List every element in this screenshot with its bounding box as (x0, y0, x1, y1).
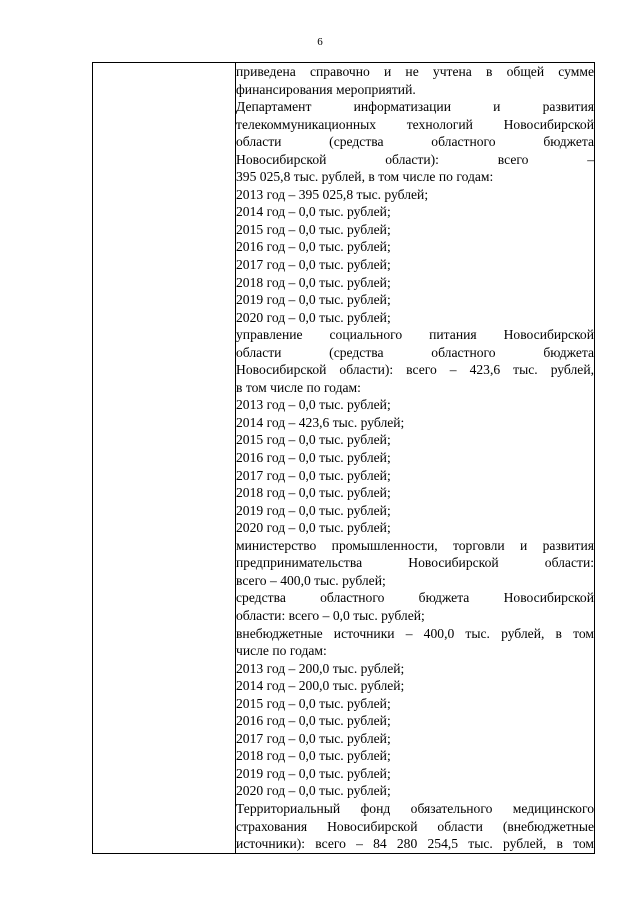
table-cell-content (236, 63, 595, 854)
text-line: средства областного бюджета Новосибирской (236, 590, 594, 606)
text-line: Территориальный фонд обязательного медицинского (236, 800, 594, 816)
text-line: 2019 год – 0,0 тыс. рублей; (236, 502, 391, 518)
text-line: 2019 год – 0,0 тыс. рублей; (236, 765, 391, 781)
text-line: 2020 год – 0,0 тыс. рублей; (236, 520, 391, 536)
text-line: министерство промышленности, торговли и развития (236, 537, 594, 553)
text-line: 395 025,8 тыс. рублей, в том числе по годам: (236, 169, 494, 185)
text-line: 2018 год – 0,0 тыс. рублей; (236, 748, 391, 764)
text-line: 2019 год – 0,0 тыс. рублей; (236, 292, 391, 308)
table-row (93, 63, 595, 854)
text-line: Департамент информатизации и развития (236, 99, 594, 115)
text-line: в том числе по годам: (236, 379, 361, 395)
text-line: Новосибирской области): всего – 423,6 тыс. рублей, (236, 362, 594, 378)
text-line: 2013 год – 395 025,8 тыс. рублей; (236, 186, 429, 202)
text-line: Новосибирской области): всего – (236, 151, 594, 167)
text-line: 2020 год – 0,0 тыс. рублей; (236, 783, 391, 799)
text-line: финансирования мероприятий. (236, 81, 416, 97)
text-line: 2018 год – 0,0 тыс. рублей; (236, 485, 391, 501)
text-line: 2017 год – 0,0 тыс. рублей; (236, 467, 391, 483)
text-line: всего – 400,0 тыс. рублей; (236, 572, 386, 588)
text-line: управление социального питания Новосибирской (236, 327, 594, 343)
text-line: 2016 год – 0,0 тыс. рублей; (236, 713, 391, 729)
text-line: 2016 год – 0,0 тыс. рублей; (236, 239, 391, 255)
text-line: 2013 год – 200,0 тыс. рублей; (236, 660, 405, 676)
funding-text (236, 63, 594, 853)
text-line: 2017 год – 0,0 тыс. рублей; (236, 730, 391, 746)
text-line: области: всего – 0,0 тыс. рублей; (236, 607, 425, 623)
text-line: телекоммуникационных технологий Новосибирской (236, 116, 594, 132)
text-line: 2016 год – 0,0 тыс. рублей; (236, 450, 391, 466)
text-line: числе по годам: (236, 643, 327, 659)
text-line: 2013 год – 0,0 тыс. рублей; (236, 397, 391, 413)
text-line: 2020 год – 0,0 тыс. рублей; (236, 309, 391, 325)
text-line: источники): всего – 84 280 254,5 тыс. рублей, в том (236, 836, 594, 852)
text-line: 2017 год – 0,0 тыс. рублей; (236, 257, 391, 273)
text-line: 2014 год – 0,0 тыс. рублей; (236, 204, 391, 220)
text-line: 2018 год – 0,0 тыс. рублей; (236, 274, 391, 290)
text-line: приведена справочно и не учтена в общей сумме (236, 64, 594, 79)
text-line: страхования Новосибирской области (внебюджетные (236, 818, 594, 834)
table-cell-label (93, 63, 236, 854)
text-line: 2015 год – 0,0 тыс. рублей; (236, 432, 391, 448)
text-line: предпринимательства Новосибирской области: (236, 555, 594, 571)
text-line: области (средства областного бюджета (236, 134, 594, 150)
text-line: 2015 год – 0,0 тыс. рублей; (236, 695, 391, 711)
text-line: 2015 год – 0,0 тыс. рублей; (236, 221, 391, 237)
text-line: внебюджетные источники – 400,0 тыс. рублей, в том (236, 625, 594, 641)
text-line: 2014 год – 200,0 тыс. рублей; (236, 678, 405, 694)
program-table (92, 62, 595, 854)
text-line: 2014 год – 423,6 тыс. рублей; (236, 414, 405, 430)
page-number: 6 (317, 36, 323, 48)
text-line: области (средства областного бюджета (236, 344, 594, 360)
